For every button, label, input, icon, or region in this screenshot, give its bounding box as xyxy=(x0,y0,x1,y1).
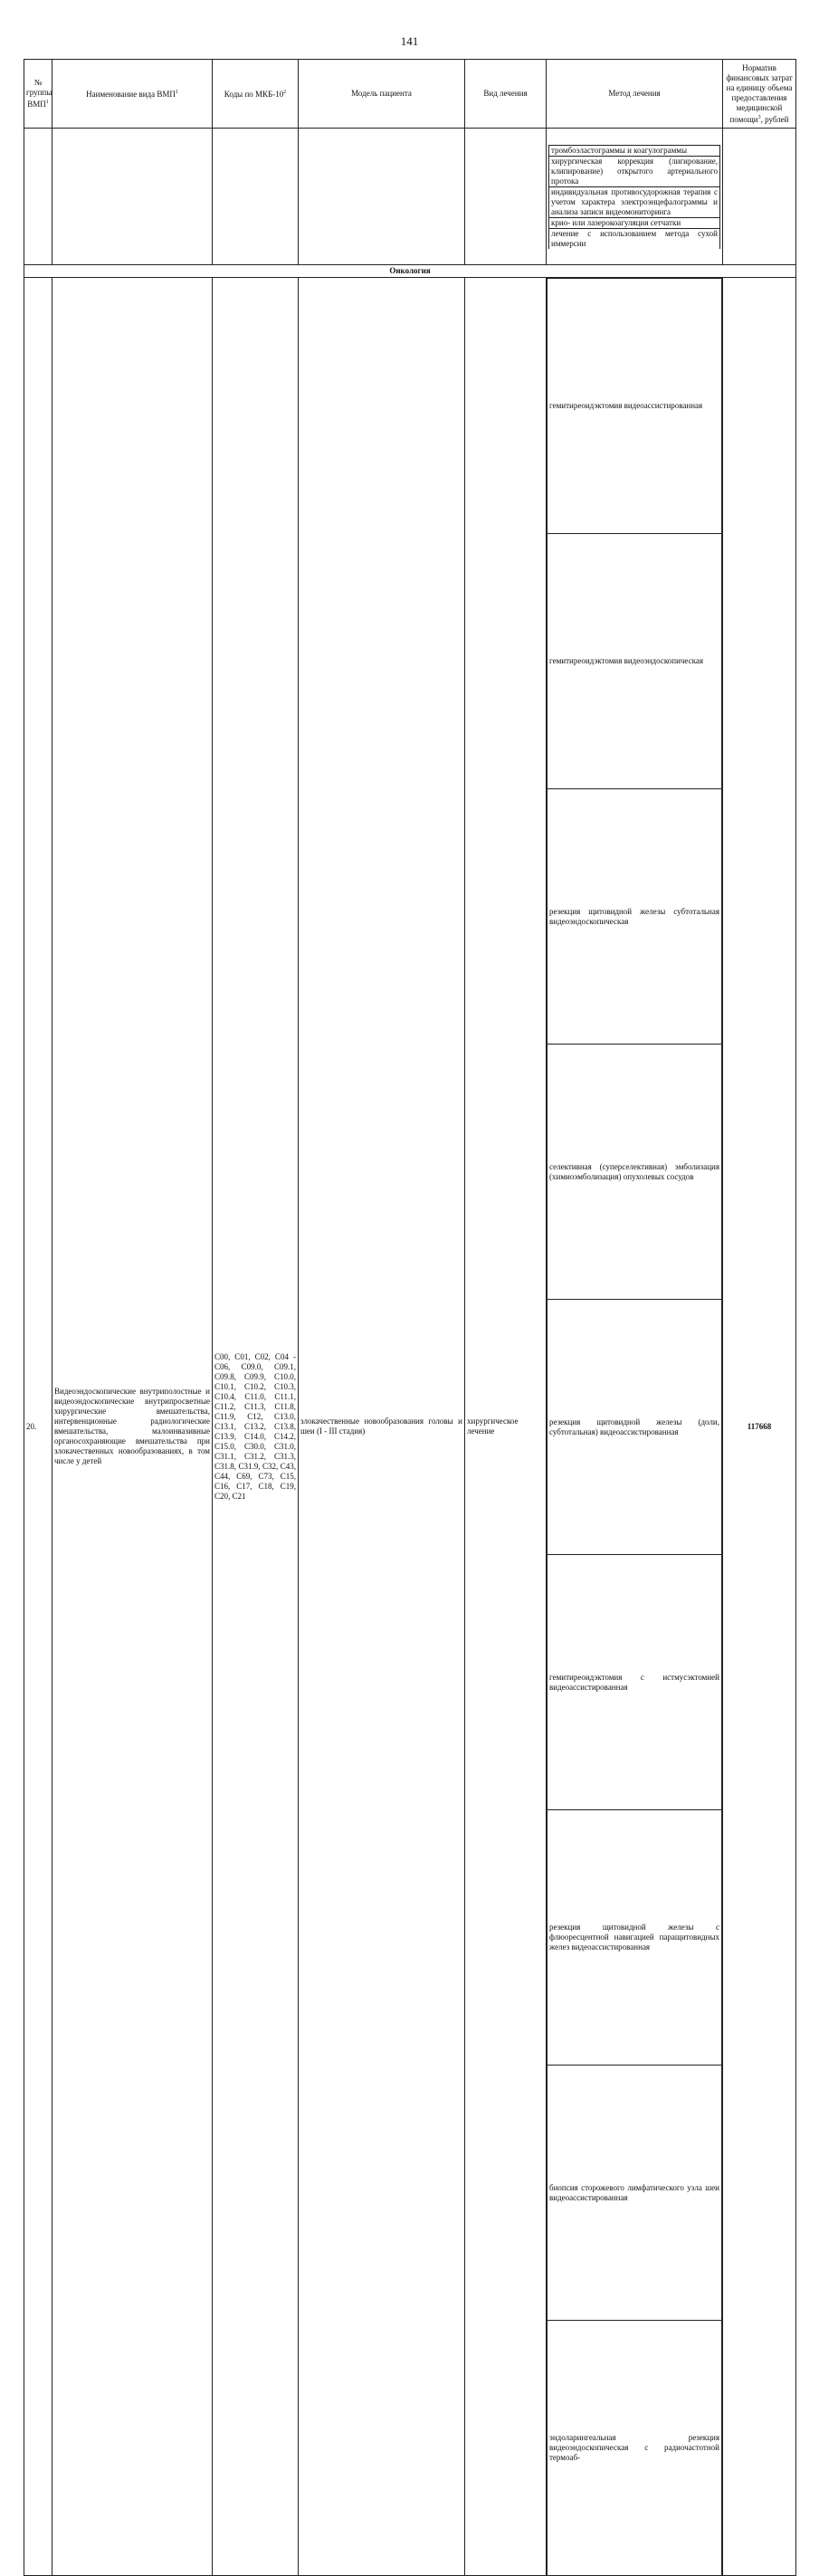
method-item: гемитиреоидэктомия видеоэндоскопическая xyxy=(548,534,722,789)
patient-model: злокачественные новообразования головы и шеи (I - III стадия) xyxy=(299,278,465,2576)
financial-norm: 117668 xyxy=(723,278,796,2576)
icd-codes: C00, C01, C02, C04 - C06, C09.0, C09.1, C09.8, C09.9, C10.0, C10.1, C10.2, C10.3, C10.4, C11.0, C11.1, C11.2, C11.3, C11.8, C11.9, C12, C13.0, C13.1, C13.2, C13.8, C13.9, C14.0, C14.2, C15.0, C30.0, C31.0, C31.1, C31.2, C31.3, C31.8, C31.9, C32, C43, C44, C69, C73, C15, C16, C17, C18, C19, C20, C21 xyxy=(213,278,299,2576)
header-patient-model: Модель пациента xyxy=(299,60,465,129)
method-item: гемитиреоидэктомия видеоассистированная xyxy=(548,279,722,534)
table-header-row xyxy=(24,60,796,129)
vmp-name: Видеоэндоскопические внутриполостные и видеоэндоскопические внутрипросветные хирургические вмешательства, интервенционные радиологические вмешательства, малоинвазивные органосохраняющие вмешательства при злокачественных новообразованиях, в том числе у детей xyxy=(52,278,213,2576)
method-item: лечение с использованием метода сухой иммерсии xyxy=(549,228,720,249)
continuation-row xyxy=(24,129,796,265)
method-item: резекция щитовидной железы (доли, субтотальная) видеоассистированная xyxy=(548,1300,722,1555)
method-item: индивидуальная противосудорожная терапия с учетом характера электроэнцефалограммы и анализа записи видеомониторинга xyxy=(549,186,720,217)
header-group-number: № группы ВМП$^1$ xyxy=(24,60,52,129)
header-treatment-type: Вид лечения xyxy=(465,60,547,129)
header-icd-codes: Коды по МКБ-$10^2$ xyxy=(213,60,299,129)
continuation-methods-cell xyxy=(547,129,723,265)
method-item: гемитиреоидэктомия с истмусэктомией видеоассистированная xyxy=(548,1555,722,1810)
header-financial-norm: Норматив финансовых затрат на единицу объема предоставления медицинской помощи$^3$, рублей xyxy=(723,60,796,129)
page-number: 141 xyxy=(400,34,419,48)
continuation-methods-list xyxy=(548,145,720,249)
methods-cell xyxy=(547,278,723,2576)
section-title: Онкология xyxy=(24,265,796,278)
treatment-type: хирургическое лечение xyxy=(465,278,547,2576)
method-item: эндоларингеальная резекция видеоэндоскопическая с радиочастотной термоаб- xyxy=(548,2321,722,2576)
method-item: тромбоэластограммы и коагулограммы xyxy=(549,145,720,156)
method-item: резекция щитовидной железы с флюоресцентной навигацией паращитовидных желез видеоассистированная xyxy=(548,1810,722,2066)
header-treatment-method: Метод лечения xyxy=(547,60,723,129)
section-row xyxy=(24,265,796,278)
group-number: 20. xyxy=(24,278,52,2576)
method-item: хирургическая коррекция (лигирование, клипирование) открытого артериального протока xyxy=(549,156,720,186)
method-item: биопсия сторожевого лимфатического узла шеи видеоассистированная xyxy=(548,2066,722,2321)
method-item: резекция щитовидной железы субтотальная видеоэндоскопическая xyxy=(548,789,722,1045)
table-row xyxy=(24,278,796,2576)
header-vmp-name: Наименование вида ВМП$^1$ xyxy=(52,60,213,129)
methods-list xyxy=(547,278,722,2575)
method-item: селективная (суперселективная) эмболизация (химиоэмболизация) опухолевых сосудов xyxy=(548,1045,722,1300)
method-item: крио- или лазерокоагуляция сетчатки xyxy=(549,217,720,228)
vmp-table xyxy=(24,59,796,2576)
